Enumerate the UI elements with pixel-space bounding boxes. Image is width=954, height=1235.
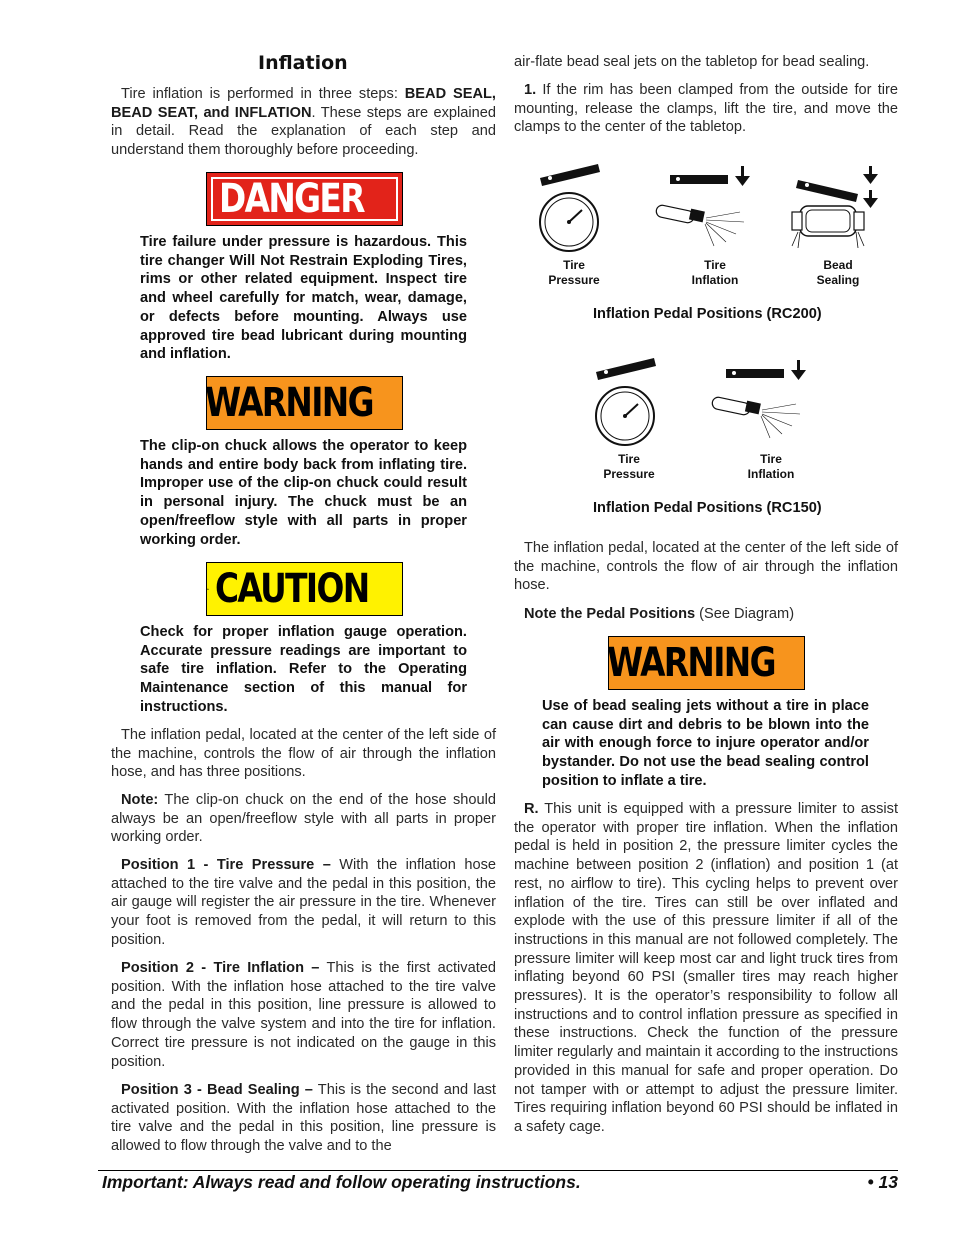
rc150-pedal-diagram — [586, 354, 826, 454]
note-pedal-positions: Note the Pedal Positions (See Diagram) — [524, 606, 795, 622]
pressure-gauge-icon — [540, 193, 598, 251]
section-title: Inflation — [258, 52, 348, 74]
footer-text: Important: Always read and follow operating instructions. — [102, 1172, 581, 1192]
pedal-tilted-icon — [540, 164, 600, 186]
warning-word-right: WARNING — [607, 640, 776, 686]
rc200-label-inflation: Tire Inflation — [691, 258, 739, 287]
bead-seal-jets-icon — [792, 206, 864, 248]
rc150-label-pressure: Tire Pressure — [603, 452, 655, 481]
pressure-limiter-paragraph: R. This unit is equipped with a pressure limiter to assist the operator with proper tire inflation. When the inflation pedal is held in position 2, the pressure limiter cycles the machine between position 2 (inflation) and position 1 (at rest, no airflow to tire). This cycling helps to prevent over inflation of the tire. Tires can still be over inflated and explode with the use of this pressure limiter if all of the instructions in this manual are not followed completely. The pressure limiter will keep most car and light truck tires from inflating beyond 60 PSI (smaller tires may reach higher pressures). It is the operator’s responsibility to follow all instructions and to control inflation pressure as specified in these instructions. Check the function of the pressure limiter regularly and maintain it according to the instructions provided in this manual for safe and proper operation. Do not tamper with or attempt to adjust the pressure limiter. Tires requiring inflation beyond 60 PSI should be inflated in a safety cage. — [514, 801, 898, 1135]
hazard-triangle-icon — [207, 575, 209, 603]
rc200-label-pressure: Tire Pressure — [548, 258, 600, 287]
pedal-flat-icon — [670, 175, 728, 184]
warning-text-right: Use of bead sealing jets without a tire in place can cause dirt and debris to be blown into the air with enough force to injure operator and/or bystander. Do not use the bead sealing control position to inflate a tire. — [542, 698, 869, 789]
position-1-paragraph: Position 1 - Tire Pressure – With the inflation hose attached to the tire valve and the pedal in this position, the air gauge will register the air pressure in the tire. Whenever your foot is removed from the pedal, it will return to this position. — [111, 857, 497, 948]
warning-sign-right — [608, 636, 805, 690]
intro-paragraph: Tire inflation is performed in three steps: BEAD SEAL, BEAD SEAT, and INFLATION. These steps are explained in detail. Read the explanation of each step and understand them thoroughly before proceeding. — [111, 86, 496, 159]
warning-word: WARNING — [205, 380, 374, 426]
warning-sign — [206, 376, 403, 430]
rc200-caption: Inflation Pedal Positions (RC200) — [593, 306, 822, 322]
pressure-gauge-icon — [596, 387, 654, 445]
down-arrow-icon — [791, 360, 806, 380]
pedal-tilted-down-icon — [796, 180, 858, 202]
position-3-paragraph: Position 3 - Bead Sealing – This is the second and last activated position. With the inflation hose attached to the tire valve and the pedal in this position, line pressure is allowed to flow through the valve and to the — [111, 1082, 496, 1155]
rc150-caption: Inflation Pedal Positions (RC150) — [593, 500, 822, 516]
caution-text: Check for proper inflation gauge operation. Accurate pressure readings are important to safe tire inflation. Refer to the Operating Maintenance section of this manual for instructions. — [140, 624, 467, 715]
note-paragraph: Note: The clip-on chuck on the end of the hose should always be an open/freeflow style with all parts in proper working order. — [111, 792, 496, 846]
footer — [102, 1172, 898, 1193]
continued-paragraph: air-flate bead seal jets on the tabletop for bead sealing. — [514, 54, 870, 70]
pedal-flat-icon — [726, 369, 784, 378]
step-1-paragraph: 1. If the rim has been clamped from the outside for tire mounting, release the clamps, lift the tire, and move the clamps to the center of the tabletop. — [514, 82, 898, 136]
caution-sign — [206, 562, 403, 616]
inflation-nozzle-icon — [655, 204, 744, 246]
inflation-nozzle-icon — [711, 396, 800, 438]
down-arrow-icon — [735, 166, 750, 186]
pedal-paragraph: The inflation pedal, located at the center of the left side of the machine, controls the flow of air through the inflation hose, and has three positions. — [111, 727, 496, 781]
rc150-label-inflation: Tire Inflation — [747, 452, 795, 481]
danger-sign — [206, 172, 403, 226]
pedal-tilted-icon — [596, 358, 656, 380]
double-down-arrow-icon — [863, 166, 878, 208]
warning-text: The clip-on chuck allows the operator to keep hands and entire body back from inflating tire. Improper use of the clip-on chuck could result in personal injury. The chuck must be an open/freeflow style with all parts in proper working order. — [140, 438, 467, 548]
page-number: • 13 — [867, 1172, 898, 1192]
danger-word: DANGER — [219, 176, 365, 222]
right-pedal-paragraph: The inflation pedal, located at the center of the left side of the machine, controls the flow of air through the inflation hose. — [514, 540, 898, 594]
rc200-label-bead-sealing: Bead Sealing — [816, 258, 860, 287]
position-2-paragraph: Position 2 - Tire Inflation – This is the first activated position. With the inflation hose attached to the tire valve and the pedal in this position, line pressure is allowed to flow through the valve system and into the tire for inflation. Correct tire pressure is not indicated on the gauge in this position. — [111, 960, 496, 1070]
rc200-pedal-diagram — [530, 160, 890, 260]
footer-rule — [98, 1170, 898, 1171]
caution-word: CAUTION — [214, 566, 369, 612]
danger-text: Tire failure under pressure is hazardous. This tire changer Will Not Restrain Exploding Tires, rims or other related equipment. Inspect tire and wheel carefully for match, wear, damage, or defects before mounting. Always use approved tire bead lubricant during mounting and inflation. — [140, 234, 467, 363]
